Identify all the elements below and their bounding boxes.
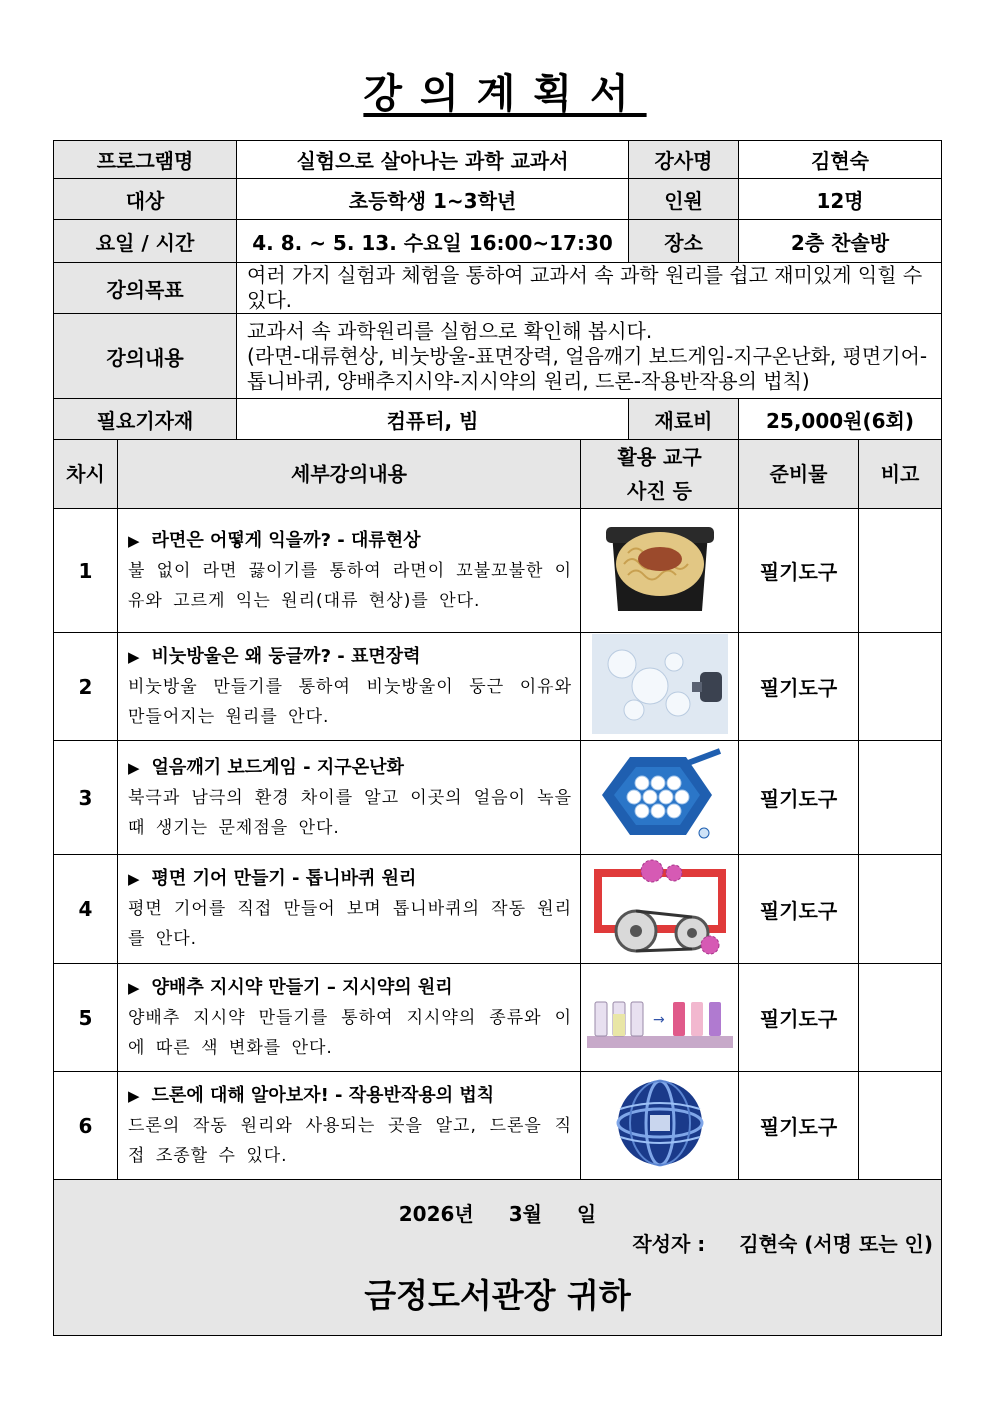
footer-cell <box>54 1180 942 1336</box>
triangle-bullet-icon: ▶ <box>128 1086 140 1105</box>
session-title: 라면은 어떻게 익을까? - 대류현상 <box>151 529 421 551</box>
triangle-bullet-icon: ▶ <box>128 870 140 888</box>
session-description: 비눗방울 만들기를 통하여 비눗방울이 둥근 이유와 만들어지는 원리를 안다. <box>128 676 573 727</box>
session-title: 비눗방울은 왜 둥글까? - 표면장력 <box>151 645 421 667</box>
session-detail <box>118 741 581 855</box>
triangle-bullet-icon: ▶ <box>128 647 140 666</box>
target-value: 초등학생 1~3학년 <box>237 179 629 220</box>
session-title: 평면 기어 만들기 - 톱니바퀴 원리 <box>151 868 417 889</box>
session-detail <box>118 964 581 1072</box>
indicator-bottles-image <box>581 964 739 1072</box>
materials-row <box>54 399 942 440</box>
session-title: 드론에 대해 알아보자! - 작용반작용의 법칙 <box>151 1084 495 1106</box>
writer-line <box>54 1228 941 1262</box>
session-prep: 필기도구 <box>739 855 859 964</box>
session-title: 양배추 지시약 만들기 – 지시약의 원리 <box>151 976 453 998</box>
detail-header-row <box>54 440 942 509</box>
session-prep: 필기도구 <box>739 1072 859 1180</box>
session-detail <box>118 633 581 741</box>
date-year: 2026년 <box>398 1202 474 1226</box>
session-description: 드론의 작동 원리와 사용되는 곳을 알고, 드론을 직접 조종할 수 있다. <box>128 1115 573 1166</box>
goal-row <box>54 263 942 314</box>
content-line-3: 톱니바퀴, 양배추지시약-지시약의 원리, 드론-작용반작용의 법칙) <box>247 368 810 393</box>
gear-kit-image <box>581 855 739 964</box>
header-tool-line1: 활용 교구 <box>617 445 702 469</box>
session-number: 2 <box>54 633 118 741</box>
writer-value: 김현숙 (서명 또는 인) <box>739 1232 934 1256</box>
content-label: 강의내용 <box>54 314 237 399</box>
instructor-label: 강사명 <box>629 141 739 179</box>
session-note <box>859 633 942 741</box>
session-detail <box>118 1072 581 1180</box>
ramen-cup-image <box>581 509 739 633</box>
content-line-2: (라면-대류현상, 비눗방울-표면장력, 얼음깨기 보드게임-지구온난화, 평면기어- <box>247 343 928 368</box>
session-number: 6 <box>54 1072 118 1180</box>
session-row <box>54 633 942 741</box>
place-value: 2층 찬솔방 <box>739 220 942 263</box>
session-row <box>54 964 942 1072</box>
session-prep: 필기도구 <box>739 509 859 633</box>
session-prep: 필기도구 <box>739 633 859 741</box>
session-description: 북극과 남극의 환경 차이를 알고 이곳의 얼음이 녹을 때 생기는 문제점을 안다. <box>128 787 573 838</box>
date-day: 일 <box>576 1202 597 1226</box>
page-title-text: 강의계획서 <box>363 71 647 117</box>
session-prep: 필기도구 <box>739 964 859 1072</box>
session-number: 1 <box>54 509 118 633</box>
capacity-value: 12명 <box>739 179 942 220</box>
program-row <box>54 141 942 179</box>
date-line <box>54 1180 941 1228</box>
content-row <box>54 314 942 399</box>
triangle-bullet-icon: ▶ <box>128 758 140 777</box>
session-description: 양배추 지시약 만들기를 통하여 지시약의 종류와 이에 따른 색 변화를 안다. <box>128 1007 573 1058</box>
session-number: 3 <box>54 741 118 855</box>
session-prep: 필기도구 <box>739 741 859 855</box>
session-note <box>859 964 942 1072</box>
program-value: 실험으로 살아나는 과학 교과서 <box>237 141 629 179</box>
session-row <box>54 1072 942 1180</box>
footer-row <box>54 1180 942 1336</box>
capacity-label: 인원 <box>629 179 739 220</box>
goal-value: 여러 가지 실험과 체험을 통하여 교과서 속 과학 원리를 쉽고 재미있게 익힐 수 있다. <box>237 263 942 314</box>
header-tool <box>581 440 739 509</box>
goal-label: 강의목표 <box>54 263 237 314</box>
session-row <box>54 855 942 964</box>
fee-label: 재료비 <box>629 399 739 440</box>
ball-drone-image <box>581 1072 739 1180</box>
header-session: 차시 <box>54 440 118 509</box>
session-note <box>859 1072 942 1180</box>
session-detail <box>118 855 581 964</box>
svg-text:→: → <box>652 1012 665 1028</box>
materials-value: 컴퓨터, 빔 <box>237 399 629 440</box>
session-note <box>859 509 942 633</box>
date-month: 3월 <box>508 1202 542 1226</box>
target-row <box>54 179 942 220</box>
page-title <box>0 62 992 121</box>
session-row <box>54 509 942 633</box>
session-detail <box>118 509 581 633</box>
session-number: 4 <box>54 855 118 964</box>
header-note: 비고 <box>859 440 942 509</box>
writer-label: 작성자 : <box>632 1232 706 1256</box>
header-detail: 세부강의내용 <box>118 440 581 509</box>
instructor-value: 김현숙 <box>739 141 942 179</box>
program-label: 프로그램명 <box>54 141 237 179</box>
session-row <box>54 741 942 855</box>
session-title: 얼음깨기 보드게임 - 지구온난화 <box>151 756 404 778</box>
triangle-bullet-icon: ▶ <box>128 978 140 997</box>
ice-breaker-game-image <box>581 741 739 855</box>
schedule-value: 4. 8. ~ 5. 13. 수요일 16:00~17:30 <box>237 220 629 263</box>
recipient: 금정도서관장 귀하 <box>364 1276 631 1315</box>
header-prep: 준비물 <box>739 440 859 509</box>
content-line-1: 교과서 속 과학원리를 실험으로 확인해 봅시다. <box>247 318 653 343</box>
soap-bubble-image <box>581 633 739 741</box>
materials-label: 필요기자재 <box>54 399 237 440</box>
lecture-plan-table <box>53 140 942 1336</box>
schedule-label: 요일 / 시간 <box>54 220 237 263</box>
session-description: 평면 기어를 직접 만들어 보며 톱니바퀴의 작동 원리를 안다. <box>128 899 573 949</box>
triangle-bullet-icon: ▶ <box>128 531 140 550</box>
header-tool-line2: 사진 등 <box>627 479 692 503</box>
session-note <box>859 741 942 855</box>
schedule-row <box>54 220 942 263</box>
fee-value: 25,000원(6회) <box>739 399 942 440</box>
content-value <box>237 314 942 399</box>
place-label: 장소 <box>629 220 739 263</box>
target-label: 대상 <box>54 179 237 220</box>
session-note <box>859 855 942 964</box>
session-description: 불 없이 라면 끓이기를 통하여 라면이 꼬불꼬불한 이유와 고르게 익는 원리(대류 현상)를 안다. <box>128 560 573 611</box>
session-number: 5 <box>54 964 118 1072</box>
